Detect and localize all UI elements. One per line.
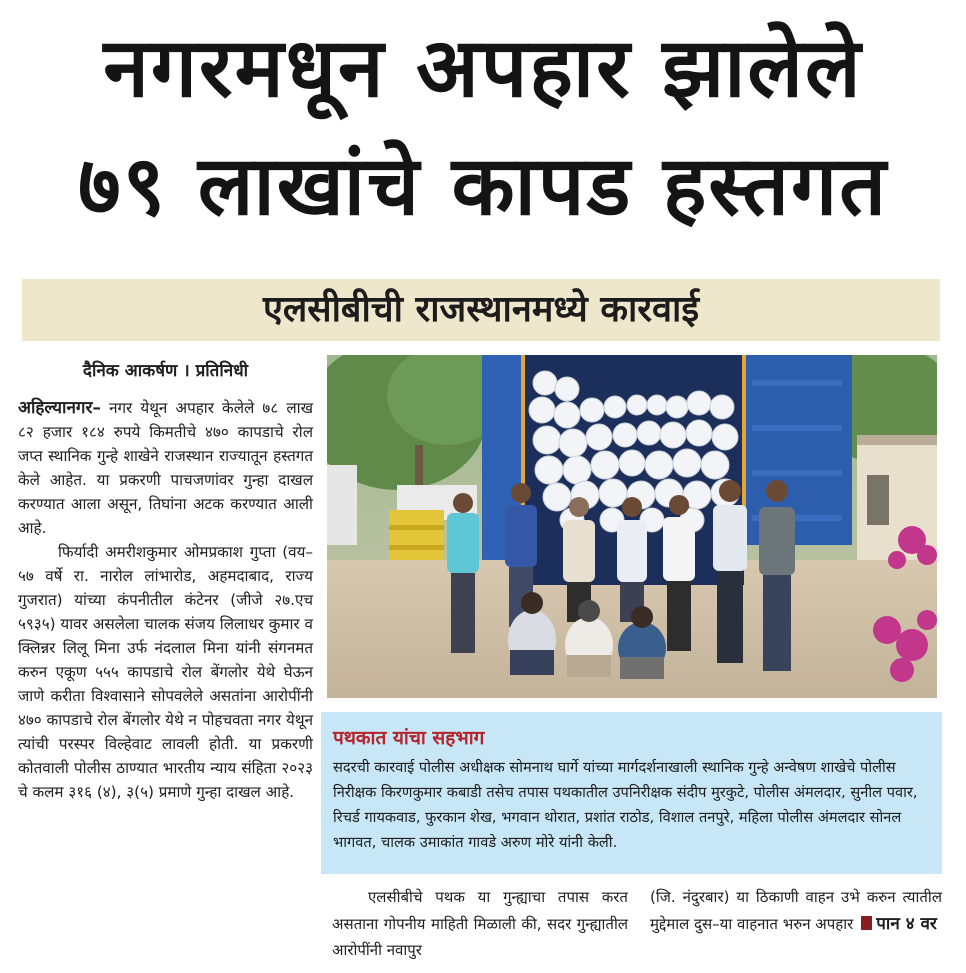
subheadline: एलसीबीची राजस्थानमध्ये कारवाई [22, 279, 940, 341]
left-column [18, 356, 313, 804]
bottom-column-2 [650, 884, 942, 937]
headline [0, 10, 966, 246]
byline: दैनिक आकर्षण । प्रतिनिधी [82, 361, 249, 381]
news-photo [327, 355, 937, 698]
headline-line-1: नगरमधून अपहार झालेले [103, 21, 863, 116]
bottom-column-1 [332, 884, 628, 964]
continuation-marker-icon [861, 916, 872, 930]
team-participation-box [321, 712, 942, 874]
headline-line-2: ७९ लाखांचे कापड हस्तगत [78, 139, 888, 234]
photo-illustration [327, 355, 937, 698]
dateline: अहिल्यानगर– [18, 398, 101, 418]
paragraph-2: फिर्यादी अमरीशकुमार ओमप्रकाश गुप्ता (वय–५७ वर्षे रा. नारोल लांभारोड, अहमदाबाद, राज्य गुजरात) यांच्या कंपनीतील कंटेनर (जीजे २७.एच ५९३५) यावर असलेला चालक संजय लिलाधर कुमार व क्लिन्नर लिलू मिना उर्फ नंदलाल मिना यांनी संगनमत करुन एकूण ५५५ कापडाचे रोल बेंगलोर येथे घेऊन जाणे करीता विश्वासाने सोपवलेले असतांना आरोपींनी ४७० कापडाचे रोल बेंगलोर येथे न पोहचवता नगर येथून त्यांची परस्पर विल्हेवाट लावली होती. या प्रकरणी कोतवाली पोलीस ठाण्यात भारतीय न्याय संहिता २०२३ चे कलम ३१६ (४), ३(५) प्रमाणे गुन्हा दाखल आहे. [18, 543, 313, 801]
box-title: पथकात यांचा सहभाग [333, 727, 485, 749]
paragraph-4: (जि. नंदुरबार) या ठिकाणी वाहन उभे करुन त्यातील मुद्देमाल दुस–या वाहनात भरुन अपहार [650, 888, 942, 933]
paragraph-3: एलसीबीचे पथक या गुन्ह्याचा तपास करत असताना गोपनीय माहिती मिळाली की, सदर गुन्ह्यातील आरोपींनी नवापुर [332, 888, 628, 959]
lead-paragraph [18, 396, 313, 540]
paragraph-1: नगर येथून अपहार केलेले ७८ लाख ८२ हजार १८४ रुपये किमतीचे ४७० कापडाचे रोल जप्त स्थानिक गुन्हे शाखेने राजस्थान राज्यातून हस्तगत केले आहेत. या प्रकरणी पाचजणांवर गुन्हा दाखल करण्यात आला असून, तिघांना अटक करण्यात आली आहे. [18, 399, 314, 537]
continued-on-page: पान ४ वर [876, 913, 937, 934]
box-body: सदरची कारवाई पोलीस अधीक्षक सोमनाथ घार्गे यांच्या मार्गदर्शनाखाली स्थानिक गुन्हे अन्वेषण शाखेचे पोलीस निरीक्षक किरणकुमार कबाडी तसेच तपास पथकातील उपनिरीक्षक संदीप मुरकुटे, पोलीस अंमलदार, सुनील पवार, रिचर्ड गायकवाड, फुरकान शेख, भगवान थोरात, प्रशांत राठोड, विशाल तनपुरे, महिला पोलीस अंमलदार सोनल भागवत, चालक उमाकांत गावडे अरुण मोरे यांनी केली. [333, 759, 918, 851]
